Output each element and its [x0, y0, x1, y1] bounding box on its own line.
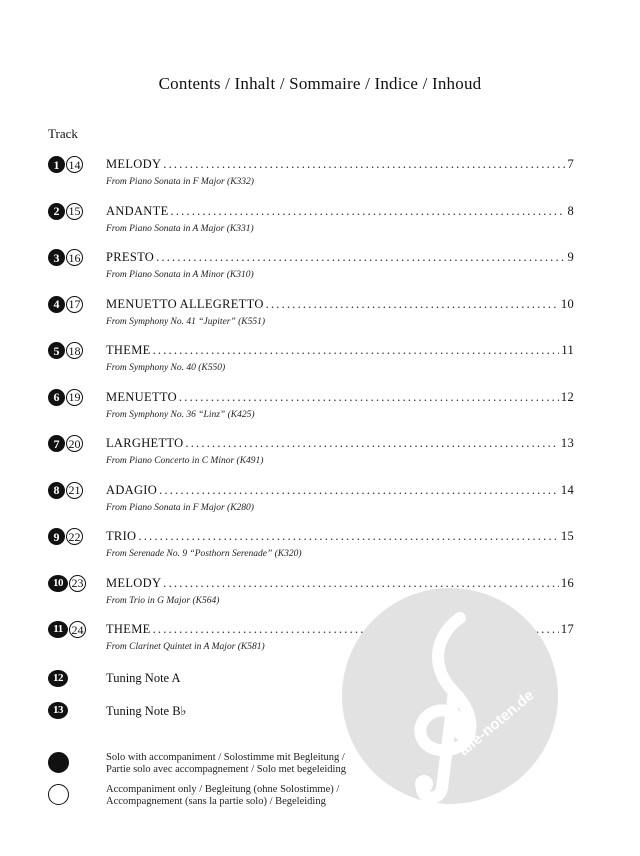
piece-source: From Piano Sonata in A Minor (K310) [106, 270, 254, 280]
accompaniment-track-badge: 23 [69, 575, 86, 592]
dot-leader [153, 343, 560, 358]
solo-track-badge: 5 [48, 342, 65, 359]
piece-title: THEME [106, 622, 151, 636]
track-badges [48, 528, 83, 545]
dot-leader [185, 436, 558, 451]
filled-circle-icon [48, 752, 69, 773]
legend-line: Accompaniment only / Begleitung (ohne Solostimme) / [106, 784, 340, 795]
contents-entry[interactable] [48, 245, 588, 292]
contents-entry[interactable] [48, 524, 588, 571]
dot-leader [163, 157, 565, 172]
dot-leader [159, 483, 559, 498]
legend-line: Partie solo avec accompagnement / Solo met begeleiding [106, 764, 346, 775]
tuning-track-badge: 12 [48, 670, 68, 687]
piece-title: MELODY [106, 157, 162, 171]
page-number: 10 [560, 296, 574, 311]
page-number: 9 [567, 250, 574, 264]
accompaniment-track-badge: 24 [69, 621, 86, 638]
page-number: 11 [561, 343, 574, 357]
watermark-text: alle-noten.de [455, 686, 538, 760]
track-badges [48, 203, 83, 220]
legend-line: Solo with accompaniment / Solostimme mit Begleitung / [106, 752, 345, 763]
dot-leader [138, 529, 559, 544]
piece-source: From Piano Sonata in F Major (K332) [106, 177, 254, 187]
contents-entry[interactable] [48, 338, 588, 385]
piece-title: MENUETTO [106, 389, 177, 404]
solo-track-badge: 6 [48, 389, 65, 406]
page-title: Contents / Inhalt / Sommaire / Indice / Inhoud [158, 74, 482, 93]
contents-entry[interactable] [48, 152, 588, 199]
accompaniment-track-badge: 14 [66, 156, 83, 173]
track-badges [48, 389, 83, 406]
piece-source: From Trio in G Major (K564) [106, 595, 220, 606]
track-heading: Track [48, 126, 78, 141]
page-number: 14 [560, 482, 574, 497]
piece-title: THEME [106, 343, 151, 357]
piece-source: From Symphony No. 40 (K550) [106, 363, 226, 373]
page-number: 16 [560, 575, 574, 590]
piece-title: ADAGIO [106, 482, 158, 497]
solo-track-badge: 10 [48, 575, 68, 592]
dot-leader [171, 204, 566, 219]
track-badges [48, 621, 86, 638]
contents-entry[interactable] [48, 292, 588, 339]
piece-source: From Piano Sonata in A Major (K331) [106, 223, 254, 234]
track-badges [48, 575, 86, 592]
contents-entry[interactable] [48, 385, 588, 432]
tuning-track-badge: 13 [48, 702, 68, 719]
accompaniment-track-badge: 18 [66, 342, 83, 359]
solo-track-badge: 9 [48, 528, 65, 545]
accompaniment-track-badge: 19 [66, 389, 83, 406]
solo-track-badge: 1 [48, 156, 65, 173]
piece-source: From Piano Concerto in C Minor (K491) [106, 456, 264, 466]
accompaniment-track-badge: 22 [66, 528, 83, 545]
solo-track-badge: 11 [48, 621, 68, 638]
empty-circle-icon [48, 784, 69, 805]
legend-line: Accompagnement (sans la partie solo) / Begeleiding [106, 796, 326, 807]
watermark-logo [342, 588, 558, 804]
accompaniment-track-badge: 16 [66, 249, 83, 266]
piece-source: From Symphony No. 41 “Jupiter” (K551) [106, 316, 266, 327]
solo-track-badge: 8 [48, 482, 65, 499]
track-badges [48, 342, 83, 359]
track-badges [48, 482, 83, 499]
dot-leader [156, 250, 565, 265]
track-badges [48, 156, 83, 173]
piece-source: From Piano Sonata in F Major (K280) [106, 502, 254, 513]
accompaniment-track-badge: 17 [66, 296, 83, 313]
legend-solo-text [106, 752, 346, 776]
piece-title: ANDANTE [106, 203, 169, 218]
tuning-note-label: Tuning Note A [106, 671, 181, 685]
treble-clef-icon [342, 588, 558, 804]
contents-entry[interactable] [48, 199, 588, 246]
page-number: 13 [560, 436, 574, 450]
accompaniment-track-badge: 21 [66, 482, 83, 499]
piece-title: TRIO [106, 529, 137, 543]
track-badges [48, 296, 83, 313]
track-badges [48, 435, 83, 452]
page-number: 8 [567, 203, 574, 218]
contents-list [48, 152, 588, 664]
page-number: 7 [567, 157, 574, 171]
piece-source: From Serenade No. 9 “Posthorn Serenade” (K320) [106, 549, 302, 559]
dot-leader [179, 390, 559, 405]
solo-track-badge: 3 [48, 249, 65, 266]
piece-source: From Symphony No. 36 “Linz” (K425) [106, 409, 255, 420]
accompaniment-track-badge: 20 [66, 435, 83, 452]
piece-source: From Clarinet Quintet in A Major (K581) [106, 642, 265, 652]
contents-entry[interactable] [48, 431, 588, 478]
page-number: 15 [560, 529, 574, 543]
piece-title: MENUETTO ALLEGRETTO [106, 296, 264, 311]
solo-track-badge: 2 [48, 203, 65, 220]
piece-title: MELODY [106, 575, 162, 590]
piece-title: LARGHETTO [106, 436, 184, 450]
track-badges [48, 249, 83, 266]
page-number: 17 [560, 622, 574, 636]
legend-accompaniment-text [106, 784, 339, 808]
dot-leader [266, 297, 559, 312]
tuning-note-label: Tuning Note B♭ [106, 704, 187, 718]
contents-entry[interactable] [48, 478, 588, 525]
page-number: 12 [560, 389, 574, 404]
solo-track-badge: 7 [48, 435, 65, 452]
piece-title: PRESTO [106, 250, 155, 264]
accompaniment-track-badge: 15 [66, 203, 83, 220]
solo-track-badge: 4 [48, 296, 65, 313]
